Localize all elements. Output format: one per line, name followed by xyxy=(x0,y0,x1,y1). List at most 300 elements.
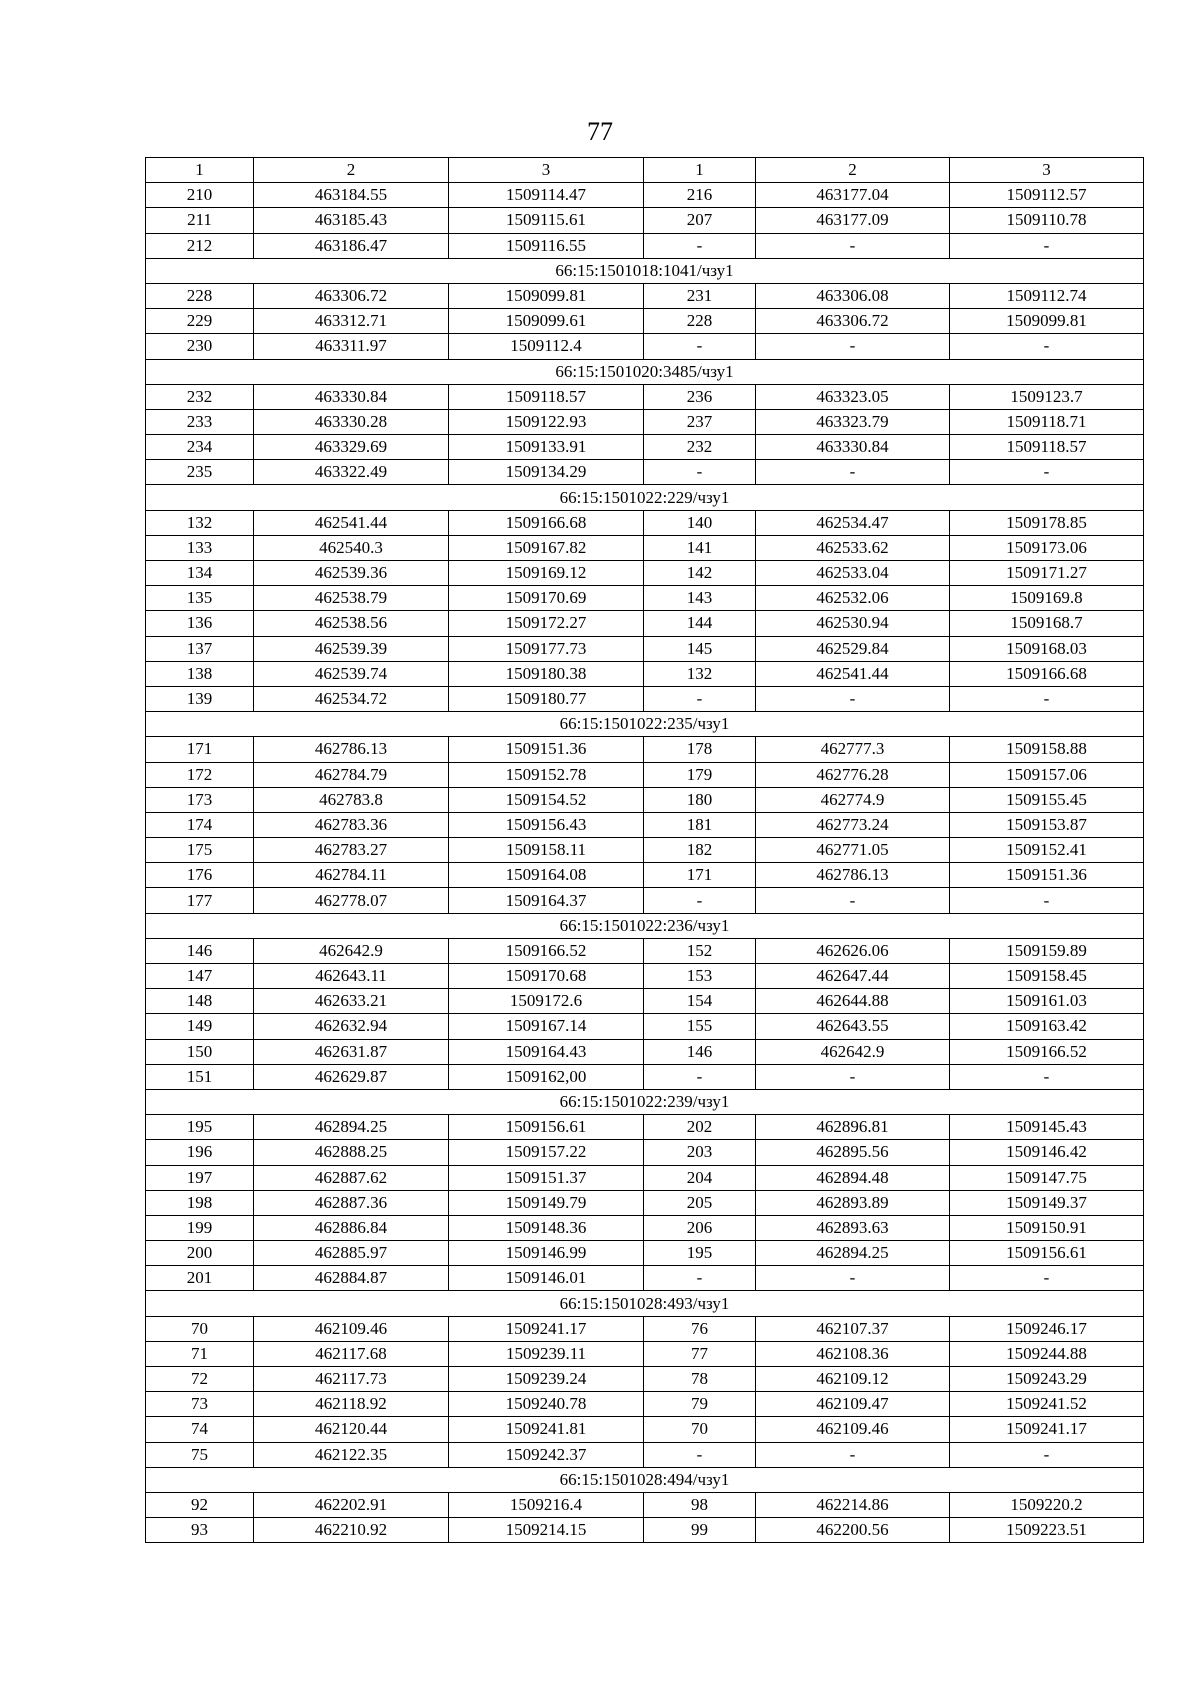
table-cell: - xyxy=(644,888,756,913)
table-cell: 198 xyxy=(146,1190,254,1215)
table-cell: - xyxy=(756,686,950,711)
table-cell: 202 xyxy=(644,1115,756,1140)
table-cell: 1509166.68 xyxy=(449,510,644,535)
table-row xyxy=(146,1014,1144,1039)
table-cell: 462120.44 xyxy=(254,1417,449,1442)
table-cell: 463330.84 xyxy=(756,435,950,460)
section-row xyxy=(146,712,1144,737)
table-cell: 1509145.43 xyxy=(950,1115,1144,1140)
table-cell: 462633.21 xyxy=(254,989,449,1014)
table-cell: 175 xyxy=(146,838,254,863)
table-cell: 172 xyxy=(146,762,254,787)
table-cell: 201 xyxy=(146,1266,254,1291)
table-cell: 206 xyxy=(644,1215,756,1240)
table-cell: 1509173.06 xyxy=(950,535,1144,560)
table-cell: 462786.13 xyxy=(254,737,449,762)
table-cell: 1509134.29 xyxy=(449,460,644,485)
table-cell: 1509216.4 xyxy=(449,1492,644,1517)
table-cell: 462776.28 xyxy=(756,762,950,787)
header-cell: 2 xyxy=(254,158,449,183)
table-cell: 462888.25 xyxy=(254,1140,449,1165)
section-row xyxy=(146,1291,1144,1316)
table-cell: 462893.89 xyxy=(756,1190,950,1215)
table-cell: 463330.84 xyxy=(254,384,449,409)
table-row xyxy=(146,183,1144,208)
table-cell: 1509156.43 xyxy=(449,812,644,837)
table-cell: 462887.62 xyxy=(254,1165,449,1190)
table-cell: 1509152.78 xyxy=(449,762,644,787)
table-cell: 462886.84 xyxy=(254,1215,449,1240)
table-cell: 72 xyxy=(146,1367,254,1392)
table-cell: 1509167.14 xyxy=(449,1014,644,1039)
table-cell: 137 xyxy=(146,636,254,661)
table-cell: 463177.09 xyxy=(756,208,950,233)
table-cell: 1509146.01 xyxy=(449,1266,644,1291)
table-cell: 1509167.82 xyxy=(449,535,644,560)
table-row xyxy=(146,1518,1144,1543)
table-cell: 70 xyxy=(146,1316,254,1341)
table-cell: 462783.27 xyxy=(254,838,449,863)
table-cell: 237 xyxy=(644,409,756,434)
table-cell: 463329.69 xyxy=(254,435,449,460)
table-cell: 1509164.08 xyxy=(449,863,644,888)
table-cell: 1509239.24 xyxy=(449,1367,644,1392)
table-cell: 1509099.81 xyxy=(449,283,644,308)
table-cell: 1509162,00 xyxy=(449,1064,644,1089)
table-cell: 462784.11 xyxy=(254,863,449,888)
table-cell: 462644.88 xyxy=(756,989,950,1014)
header-cell: 2 xyxy=(756,158,950,183)
table-cell: 462529.84 xyxy=(756,636,950,661)
table-cell: 196 xyxy=(146,1140,254,1165)
table-cell: 463312.71 xyxy=(254,309,449,334)
section-row xyxy=(146,1089,1144,1114)
table-cell: - xyxy=(644,334,756,359)
section-row xyxy=(146,359,1144,384)
table-cell: 462774.9 xyxy=(756,787,950,812)
table-cell: - xyxy=(950,334,1144,359)
table-cell: 1509151.36 xyxy=(950,863,1144,888)
table-cell: 146 xyxy=(146,938,254,963)
table-cell: 1509158.45 xyxy=(950,964,1144,989)
table-cell: 462118.92 xyxy=(254,1392,449,1417)
table-cell: 143 xyxy=(644,586,756,611)
table-cell: 1509241.17 xyxy=(950,1417,1144,1442)
table-cell: 1509169.12 xyxy=(449,561,644,586)
table-cell: 134 xyxy=(146,561,254,586)
table-cell: 232 xyxy=(644,435,756,460)
table-cell: 132 xyxy=(644,661,756,686)
table-cell: 1509153.87 xyxy=(950,812,1144,837)
table-row xyxy=(146,838,1144,863)
table-cell: 463311.97 xyxy=(254,334,449,359)
table-cell: 1509122.93 xyxy=(449,409,644,434)
table-cell: 1509156.61 xyxy=(449,1115,644,1140)
table-row xyxy=(146,1266,1144,1291)
table-cell: 182 xyxy=(644,838,756,863)
section-title: 66:15:1501028:493/чзу1 xyxy=(146,1291,1144,1316)
table-row xyxy=(146,1190,1144,1215)
table-cell: 1509241.81 xyxy=(449,1417,644,1442)
table-row xyxy=(146,1341,1144,1366)
table-row xyxy=(146,1039,1144,1064)
table-cell: 207 xyxy=(644,208,756,233)
section-row xyxy=(146,913,1144,938)
table-cell: 210 xyxy=(146,183,254,208)
section-title: 66:15:1501022:235/чзу1 xyxy=(146,712,1144,737)
table-cell: 462647.44 xyxy=(756,964,950,989)
table-cell: 1509154.52 xyxy=(449,787,644,812)
table-cell: 1509116.55 xyxy=(449,233,644,258)
table-row xyxy=(146,686,1144,711)
table-cell: 229 xyxy=(146,309,254,334)
table-cell: 463186.47 xyxy=(254,233,449,258)
table-cell: 76 xyxy=(644,1316,756,1341)
table-cell: 174 xyxy=(146,812,254,837)
table-cell: 1509118.57 xyxy=(449,384,644,409)
table-row xyxy=(146,1165,1144,1190)
table-cell: 1509112.4 xyxy=(449,334,644,359)
table-cell: 462895.56 xyxy=(756,1140,950,1165)
table-cell: 1509159.89 xyxy=(950,938,1144,963)
table-cell: 462540.3 xyxy=(254,535,449,560)
table-cell: 463184.55 xyxy=(254,183,449,208)
table-cell: 205 xyxy=(644,1190,756,1215)
table-cell: 177 xyxy=(146,888,254,913)
table-cell: 73 xyxy=(146,1392,254,1417)
table-cell: 463306.72 xyxy=(254,283,449,308)
table-cell: 179 xyxy=(644,762,756,787)
table-cell: 463322.49 xyxy=(254,460,449,485)
table-cell: 71 xyxy=(146,1341,254,1366)
table-cell: 1509118.71 xyxy=(950,409,1144,434)
table-cell: 236 xyxy=(644,384,756,409)
table-cell: - xyxy=(756,1064,950,1089)
table-cell: 176 xyxy=(146,863,254,888)
table-cell: 93 xyxy=(146,1518,254,1543)
table-cell: 1509151.37 xyxy=(449,1165,644,1190)
table-cell: 462894.25 xyxy=(756,1241,950,1266)
table-cell: - xyxy=(950,888,1144,913)
table-cell: 1509149.79 xyxy=(449,1190,644,1215)
table-cell: 1509151.36 xyxy=(449,737,644,762)
table-row xyxy=(146,737,1144,762)
table-cell: 462896.81 xyxy=(756,1115,950,1140)
table-cell: - xyxy=(756,460,950,485)
table-cell: - xyxy=(644,686,756,711)
table-cell: 149 xyxy=(146,1014,254,1039)
table-cell: 136 xyxy=(146,611,254,636)
table-cell: - xyxy=(644,460,756,485)
table-cell: 462534.72 xyxy=(254,686,449,711)
table-cell: 150 xyxy=(146,1039,254,1064)
table-row xyxy=(146,309,1144,334)
table-row xyxy=(146,611,1144,636)
table-row xyxy=(146,586,1144,611)
table-cell: 1509246.17 xyxy=(950,1316,1144,1341)
section-title: 66:15:1501022:239/чзу1 xyxy=(146,1089,1144,1114)
table-cell: 462533.04 xyxy=(756,561,950,586)
table-cell: 462539.74 xyxy=(254,661,449,686)
table-cell: 462894.25 xyxy=(254,1115,449,1140)
table-cell: 145 xyxy=(644,636,756,661)
table-cell: 462109.12 xyxy=(756,1367,950,1392)
table-cell: - xyxy=(644,233,756,258)
table-cell: 1509177.73 xyxy=(449,636,644,661)
table-cell: 462210.92 xyxy=(254,1518,449,1543)
header-cell: 3 xyxy=(449,158,644,183)
table-cell: 133 xyxy=(146,535,254,560)
table-cell: 462541.44 xyxy=(254,510,449,535)
table-cell: 1509115.61 xyxy=(449,208,644,233)
table-cell: 1509171.27 xyxy=(950,561,1144,586)
table-cell: 462541.44 xyxy=(756,661,950,686)
table-row xyxy=(146,1392,1144,1417)
table-cell: 463306.08 xyxy=(756,283,950,308)
section-title: 66:15:1501018:1041/чзу1 xyxy=(146,258,1144,283)
table-cell: - xyxy=(950,1266,1144,1291)
table-cell: 70 xyxy=(644,1417,756,1442)
table-cell: 1509240.78 xyxy=(449,1392,644,1417)
table-cell: 141 xyxy=(644,535,756,560)
section-title: 66:15:1501022:236/чзу1 xyxy=(146,913,1144,938)
table-cell: 462109.46 xyxy=(254,1316,449,1341)
table-cell: 154 xyxy=(644,989,756,1014)
section-title: 66:15:1501022:229/чзу1 xyxy=(146,485,1144,510)
table-cell: 1509241.52 xyxy=(950,1392,1144,1417)
table-cell: 1509155.45 xyxy=(950,787,1144,812)
table-cell: 462122.35 xyxy=(254,1442,449,1467)
table-cell: 1509156.61 xyxy=(950,1241,1144,1266)
table-row xyxy=(146,1316,1144,1341)
table-row xyxy=(146,636,1144,661)
table-cell: 230 xyxy=(146,334,254,359)
table-cell: 1509158.11 xyxy=(449,838,644,863)
table-cell: 1509157.06 xyxy=(950,762,1144,787)
table-cell: 462200.56 xyxy=(756,1518,950,1543)
table-cell: 211 xyxy=(146,208,254,233)
table-row xyxy=(146,233,1144,258)
table-row xyxy=(146,863,1144,888)
table-cell: 1509099.81 xyxy=(950,309,1144,334)
table-cell: 200 xyxy=(146,1241,254,1266)
table-cell: 462642.9 xyxy=(756,1039,950,1064)
table-cell: 173 xyxy=(146,787,254,812)
section-title: 66:15:1501028:494/чзу1 xyxy=(146,1467,1144,1492)
table-cell: 144 xyxy=(644,611,756,636)
table-cell: - xyxy=(644,1266,756,1291)
table-row xyxy=(146,1492,1144,1517)
table-cell: 462538.79 xyxy=(254,586,449,611)
table-cell: 151 xyxy=(146,1064,254,1089)
table-cell: 462783.8 xyxy=(254,787,449,812)
table-cell: - xyxy=(756,1442,950,1467)
table-cell: - xyxy=(756,233,950,258)
table-cell: 1509241.17 xyxy=(449,1316,644,1341)
table-cell: 138 xyxy=(146,661,254,686)
table-row xyxy=(146,762,1144,787)
table-cell: 1509223.51 xyxy=(950,1518,1144,1543)
table-cell: 231 xyxy=(644,283,756,308)
table-cell: 1509148.36 xyxy=(449,1215,644,1240)
table-cell: 234 xyxy=(146,435,254,460)
table-cell: 203 xyxy=(644,1140,756,1165)
table-row xyxy=(146,384,1144,409)
table-cell: 1509146.99 xyxy=(449,1241,644,1266)
table-cell: 1509170.68 xyxy=(449,964,644,989)
table-cell: 228 xyxy=(644,309,756,334)
table-cell: 171 xyxy=(146,737,254,762)
table-row xyxy=(146,510,1144,535)
table-row xyxy=(146,787,1144,812)
table-cell: - xyxy=(950,1064,1144,1089)
coordinates-table xyxy=(145,157,1144,1543)
table-cell: 462887.36 xyxy=(254,1190,449,1215)
table-cell: 462117.73 xyxy=(254,1367,449,1392)
table-row xyxy=(146,208,1144,233)
table-cell: 232 xyxy=(146,384,254,409)
table-cell: 1509150.91 xyxy=(950,1215,1144,1240)
table-header-row xyxy=(146,158,1144,183)
table-cell: 462784.79 xyxy=(254,762,449,787)
table-cell: 462643.11 xyxy=(254,964,449,989)
table-row xyxy=(146,938,1144,963)
table-cell: 146 xyxy=(644,1039,756,1064)
table-cell: 152 xyxy=(644,938,756,963)
table-cell: 204 xyxy=(644,1165,756,1190)
table-cell: 1509161.03 xyxy=(950,989,1144,1014)
table-cell: 132 xyxy=(146,510,254,535)
table-cell: 1509164.37 xyxy=(449,888,644,913)
table-cell: 1509112.74 xyxy=(950,283,1144,308)
table-cell: 1509169.8 xyxy=(950,586,1144,611)
table-row xyxy=(146,283,1144,308)
table-cell: 75 xyxy=(146,1442,254,1467)
table-cell: 1509239.11 xyxy=(449,1341,644,1366)
table-cell: 462893.63 xyxy=(756,1215,950,1240)
table-cell: 195 xyxy=(146,1115,254,1140)
table-cell: 462117.68 xyxy=(254,1341,449,1366)
page-number: 77 xyxy=(587,117,613,146)
table-cell: 1509158.88 xyxy=(950,737,1144,762)
table-cell: 463323.05 xyxy=(756,384,950,409)
table-cell: 77 xyxy=(644,1341,756,1366)
table-cell: - xyxy=(950,1442,1144,1467)
coordinates-table-body xyxy=(146,158,1144,1543)
table-cell: 1509164.43 xyxy=(449,1039,644,1064)
header-cell: 1 xyxy=(644,158,756,183)
table-cell: 1509110.78 xyxy=(950,208,1144,233)
table-row xyxy=(146,1417,1144,1442)
header-cell: 3 xyxy=(950,158,1144,183)
table-cell: 462894.48 xyxy=(756,1165,950,1190)
table-cell: 1509146.42 xyxy=(950,1140,1144,1165)
table-cell: 1509157.22 xyxy=(449,1140,644,1165)
table-row xyxy=(146,1064,1144,1089)
table-cell: 1509163.42 xyxy=(950,1014,1144,1039)
table-cell: 463185.43 xyxy=(254,208,449,233)
table-cell: 462530.94 xyxy=(756,611,950,636)
table-cell: 1509214.15 xyxy=(449,1518,644,1543)
table-cell: 1509166.52 xyxy=(449,938,644,963)
section-row xyxy=(146,485,1144,510)
table-cell: 197 xyxy=(146,1165,254,1190)
table-cell: 1509244.88 xyxy=(950,1341,1144,1366)
table-cell: 79 xyxy=(644,1392,756,1417)
table-cell: 180 xyxy=(644,787,756,812)
table-cell: 1509118.57 xyxy=(950,435,1144,460)
table-cell: 147 xyxy=(146,964,254,989)
table-row xyxy=(146,435,1144,460)
table-cell: 235 xyxy=(146,460,254,485)
table-cell: 462642.9 xyxy=(254,938,449,963)
table-cell: 1509220.2 xyxy=(950,1492,1144,1517)
table-cell: 1509152.41 xyxy=(950,838,1144,863)
table-row xyxy=(146,661,1144,686)
table-row xyxy=(146,989,1144,1014)
table-row xyxy=(146,1215,1144,1240)
table-cell: - xyxy=(950,460,1144,485)
table-cell: 148 xyxy=(146,989,254,1014)
section-row xyxy=(146,1467,1144,1492)
table-row xyxy=(146,334,1144,359)
table-cell: 462534.47 xyxy=(756,510,950,535)
table-cell: 1509123.7 xyxy=(950,384,1144,409)
table-row xyxy=(146,1442,1144,1467)
section-row xyxy=(146,258,1144,283)
table-cell: 462885.97 xyxy=(254,1241,449,1266)
table-cell: 199 xyxy=(146,1215,254,1240)
table-cell: 1509178.85 xyxy=(950,510,1144,535)
table-cell: 216 xyxy=(644,183,756,208)
table-cell: 1509242.37 xyxy=(449,1442,644,1467)
table-cell: 181 xyxy=(644,812,756,837)
table-row xyxy=(146,1115,1144,1140)
table-cell: 462629.87 xyxy=(254,1064,449,1089)
table-cell: - xyxy=(950,233,1144,258)
table-cell: - xyxy=(756,1266,950,1291)
table-cell: 98 xyxy=(644,1492,756,1517)
table-cell: 78 xyxy=(644,1367,756,1392)
table-cell: 135 xyxy=(146,586,254,611)
table-cell: 1509166.52 xyxy=(950,1039,1144,1064)
table-cell: 233 xyxy=(146,409,254,434)
table-cell: 228 xyxy=(146,283,254,308)
table-cell: 92 xyxy=(146,1492,254,1517)
table-row xyxy=(146,561,1144,586)
table-cell: 99 xyxy=(644,1518,756,1543)
table-cell: 463323.79 xyxy=(756,409,950,434)
table-cell: 462643.55 xyxy=(756,1014,950,1039)
table-cell: 462773.24 xyxy=(756,812,950,837)
table-cell: 1509180.77 xyxy=(449,686,644,711)
table-cell: - xyxy=(950,686,1144,711)
table-cell: 462108.36 xyxy=(756,1341,950,1366)
table-cell: 1509172.27 xyxy=(449,611,644,636)
table-cell: 139 xyxy=(146,686,254,711)
table-cell: 462107.37 xyxy=(756,1316,950,1341)
table-cell: - xyxy=(644,1064,756,1089)
table-cell: 463177.04 xyxy=(756,183,950,208)
table-cell: 1509112.57 xyxy=(950,183,1144,208)
table-cell: 462626.06 xyxy=(756,938,950,963)
table-cell: 74 xyxy=(146,1417,254,1442)
table-row xyxy=(146,964,1144,989)
table-cell: 462109.47 xyxy=(756,1392,950,1417)
table-cell: 1509168.03 xyxy=(950,636,1144,661)
table-cell: 1509243.29 xyxy=(950,1367,1144,1392)
table-cell: 178 xyxy=(644,737,756,762)
